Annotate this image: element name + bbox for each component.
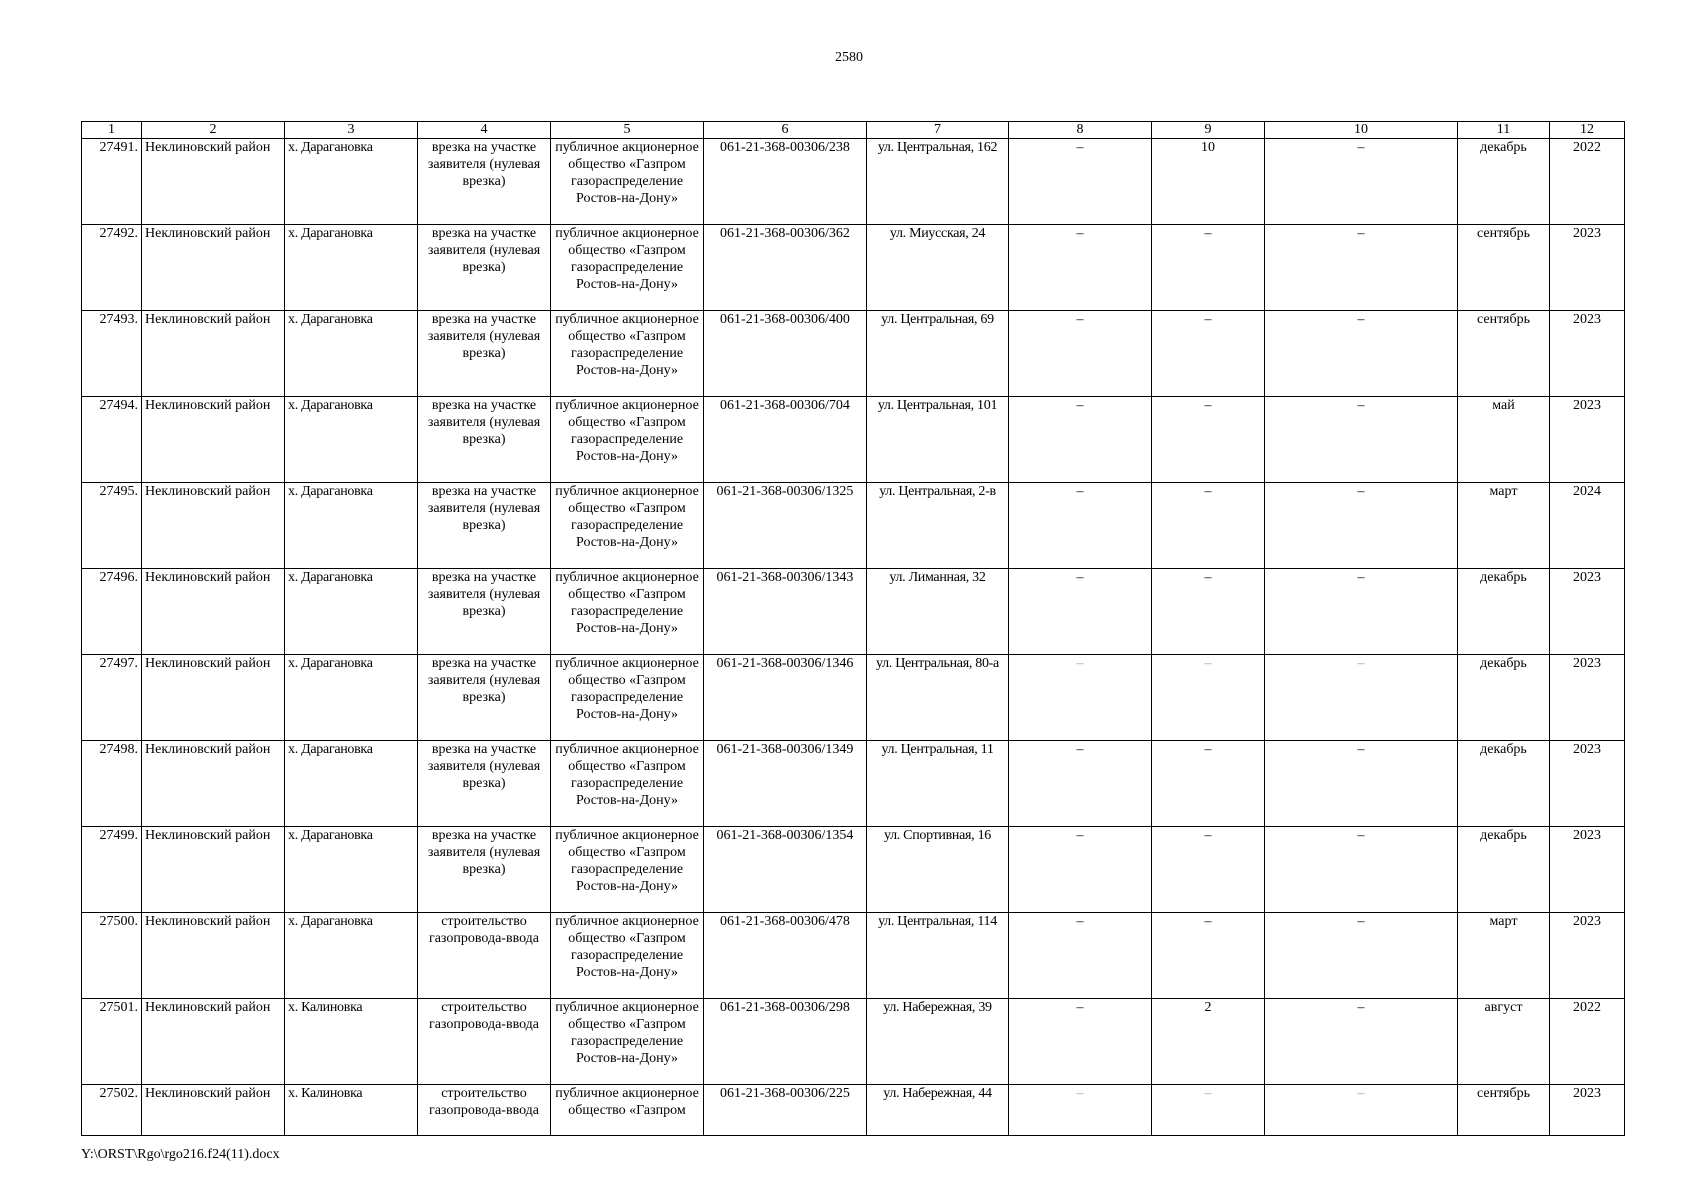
- col10-cell: –: [1265, 999, 1458, 1085]
- district-cell: Неклиновский район: [142, 913, 285, 999]
- table-row: [82, 741, 1625, 827]
- organization-cell: публичное акционерное общество «Газпром газораспределение Ростов-на-Дону»: [551, 655, 704, 741]
- row-number: 27491.: [82, 139, 142, 225]
- work-type-cell: строительство газопровода-ввода: [418, 999, 551, 1085]
- column-number-9: 9: [1152, 122, 1265, 139]
- work-type-cell: строительство газопровода-ввода: [418, 1085, 551, 1136]
- address-cell: ул. Центральная, 80-а: [867, 655, 1009, 741]
- table-row: [82, 311, 1625, 397]
- work-type-cell: строительство газопровода-ввода: [418, 913, 551, 999]
- contract-number-cell: 061-21-368-00306/298: [704, 999, 867, 1085]
- table-row: [82, 139, 1625, 225]
- contract-number-cell: 061-21-368-00306/1343: [704, 569, 867, 655]
- col10-cell: –: [1265, 827, 1458, 913]
- table-body: [82, 139, 1625, 1136]
- contract-number-cell: 061-21-368-00306/478: [704, 913, 867, 999]
- col8-cell: –: [1009, 311, 1152, 397]
- month-cell: сентябрь: [1458, 1085, 1550, 1136]
- col10-cell: –: [1265, 569, 1458, 655]
- col8-cell: –: [1009, 741, 1152, 827]
- col9-cell: –: [1152, 225, 1265, 311]
- col8-cell: –: [1009, 225, 1152, 311]
- address-cell: ул. Набережная, 39: [867, 999, 1009, 1085]
- year-cell: 2023: [1550, 225, 1625, 311]
- district-cell: Неклиновский район: [142, 225, 285, 311]
- col9-cell: 2: [1152, 999, 1265, 1085]
- month-cell: сентябрь: [1458, 311, 1550, 397]
- month-cell: декабрь: [1458, 655, 1550, 741]
- settlement-cell: х. Дарагановка: [285, 139, 418, 225]
- month-cell: май: [1458, 397, 1550, 483]
- row-number: 27499.: [82, 827, 142, 913]
- month-cell: декабрь: [1458, 827, 1550, 913]
- contract-number-cell: 061-21-368-00306/362: [704, 225, 867, 311]
- settlement-cell: х. Дарагановка: [285, 569, 418, 655]
- col8-cell: –: [1009, 999, 1152, 1085]
- col8-cell: –: [1009, 913, 1152, 999]
- column-number-2: 2: [142, 122, 285, 139]
- work-type-cell: врезка на участке заявителя (нулевая врезка): [418, 827, 551, 913]
- column-number-4: 4: [418, 122, 551, 139]
- row-number: 27495.: [82, 483, 142, 569]
- month-cell: март: [1458, 913, 1550, 999]
- settlement-cell: х. Дарагановка: [285, 483, 418, 569]
- month-cell: август: [1458, 999, 1550, 1085]
- col10-cell: –: [1265, 311, 1458, 397]
- month-cell: декабрь: [1458, 139, 1550, 225]
- contract-number-cell: 061-21-368-00306/400: [704, 311, 867, 397]
- address-cell: ул. Центральная, 114: [867, 913, 1009, 999]
- column-number-3: 3: [285, 122, 418, 139]
- col10-cell: –: [1265, 913, 1458, 999]
- col8-cell: –: [1009, 139, 1152, 225]
- month-cell: март: [1458, 483, 1550, 569]
- district-cell: Неклиновский район: [142, 311, 285, 397]
- address-cell: ул. Центральная, 69: [867, 311, 1009, 397]
- table-row: [82, 827, 1625, 913]
- col8-cell: –: [1009, 569, 1152, 655]
- col10-cell: –: [1265, 483, 1458, 569]
- settlement-cell: х. Калиновка: [285, 999, 418, 1085]
- year-cell: 2024: [1550, 483, 1625, 569]
- district-cell: Неклиновский район: [142, 655, 285, 741]
- organization-cell: публичное акционерное общество «Газпром газораспределение Ростов-на-Дону»: [551, 913, 704, 999]
- row-number: 27500.: [82, 913, 142, 999]
- col10-cell: –: [1265, 741, 1458, 827]
- row-number: 27498.: [82, 741, 142, 827]
- address-cell: ул. Центральная, 11: [867, 741, 1009, 827]
- row-number: 27496.: [82, 569, 142, 655]
- year-cell: 2023: [1550, 397, 1625, 483]
- footer-file-path: Y:\ORST\Rgo\rgo216.f24(11).docx: [81, 1147, 280, 1162]
- col8-cell: –: [1009, 397, 1152, 483]
- table-row: [82, 225, 1625, 311]
- year-cell: 2022: [1550, 999, 1625, 1085]
- col9-cell: –: [1152, 569, 1265, 655]
- month-cell: декабрь: [1458, 569, 1550, 655]
- col8-cell: –: [1009, 483, 1152, 569]
- organization-cell: публичное акционерное общество «Газпром: [551, 1085, 704, 1136]
- settlement-cell: х. Дарагановка: [285, 397, 418, 483]
- district-cell: Неклиновский район: [142, 569, 285, 655]
- year-cell: 2023: [1550, 741, 1625, 827]
- work-type-cell: врезка на участке заявителя (нулевая врезка): [418, 397, 551, 483]
- settlement-cell: х. Дарагановка: [285, 311, 418, 397]
- settlement-cell: х. Дарагановка: [285, 225, 418, 311]
- work-type-cell: врезка на участке заявителя (нулевая врезка): [418, 569, 551, 655]
- contract-number-cell: 061-21-368-00306/225: [704, 1085, 867, 1136]
- column-number-5: 5: [551, 122, 704, 139]
- col9-cell: –: [1152, 655, 1265, 741]
- address-cell: ул. Лиманная, 32: [867, 569, 1009, 655]
- settlement-cell: х. Дарагановка: [285, 827, 418, 913]
- table-row: [82, 483, 1625, 569]
- table-row: [82, 913, 1625, 999]
- column-number-12: 12: [1550, 122, 1625, 139]
- year-cell: 2022: [1550, 139, 1625, 225]
- col9-cell: –: [1152, 913, 1265, 999]
- row-number: 27497.: [82, 655, 142, 741]
- page-number: 2580: [835, 50, 863, 65]
- row-number: 27502.: [82, 1085, 142, 1136]
- work-type-cell: врезка на участке заявителя (нулевая врезка): [418, 311, 551, 397]
- district-cell: Неклиновский район: [142, 999, 285, 1085]
- col8-cell: –: [1009, 655, 1152, 741]
- year-cell: 2023: [1550, 827, 1625, 913]
- col9-cell: –: [1152, 827, 1265, 913]
- organization-cell: публичное акционерное общество «Газпром газораспределение Ростов-на-Дону»: [551, 225, 704, 311]
- contract-number-cell: 061-21-368-00306/1349: [704, 741, 867, 827]
- col9-cell: –: [1152, 1085, 1265, 1136]
- settlement-cell: х. Дарагановка: [285, 655, 418, 741]
- address-cell: ул. Спортивная, 16: [867, 827, 1009, 913]
- col9-cell: –: [1152, 311, 1265, 397]
- year-cell: 2023: [1550, 1085, 1625, 1136]
- address-cell: ул. Центральная, 101: [867, 397, 1009, 483]
- address-cell: ул. Центральная, 162: [867, 139, 1009, 225]
- organization-cell: публичное акционерное общество «Газпром газораспределение Ростов-на-Дону»: [551, 569, 704, 655]
- table-row: [82, 397, 1625, 483]
- column-number-row: [82, 122, 1625, 139]
- table-row: [82, 999, 1625, 1085]
- table-row: [82, 1085, 1625, 1136]
- district-cell: Неклиновский район: [142, 139, 285, 225]
- month-cell: декабрь: [1458, 741, 1550, 827]
- settlement-cell: х. Калиновка: [285, 1085, 418, 1136]
- col9-cell: 10: [1152, 139, 1265, 225]
- work-type-cell: врезка на участке заявителя (нулевая врезка): [418, 139, 551, 225]
- organization-cell: публичное акционерное общество «Газпром газораспределение Ростов-на-Дону»: [551, 827, 704, 913]
- row-number: 27494.: [82, 397, 142, 483]
- table-row: [82, 569, 1625, 655]
- organization-cell: публичное акционерное общество «Газпром газораспределение Ростов-на-Дону»: [551, 999, 704, 1085]
- district-cell: Неклиновский район: [142, 741, 285, 827]
- column-number-10: 10: [1265, 122, 1458, 139]
- work-type-cell: врезка на участке заявителя (нулевая врезка): [418, 483, 551, 569]
- district-cell: Неклиновский район: [142, 397, 285, 483]
- column-number-7: 7: [867, 122, 1009, 139]
- year-cell: 2023: [1550, 311, 1625, 397]
- column-number-11: 11: [1458, 122, 1550, 139]
- year-cell: 2023: [1550, 569, 1625, 655]
- col10-cell: –: [1265, 139, 1458, 225]
- settlement-cell: х. Дарагановка: [285, 741, 418, 827]
- year-cell: 2023: [1550, 655, 1625, 741]
- contract-number-cell: 061-21-368-00306/1346: [704, 655, 867, 741]
- organization-cell: публичное акционерное общество «Газпром газораспределение Ростов-на-Дону»: [551, 139, 704, 225]
- work-type-cell: врезка на участке заявителя (нулевая врезка): [418, 225, 551, 311]
- organization-cell: публичное акционерное общество «Газпром газораспределение Ростов-на-Дону»: [551, 741, 704, 827]
- organization-cell: публичное акционерное общество «Газпром газораспределение Ростов-на-Дону»: [551, 397, 704, 483]
- col9-cell: –: [1152, 397, 1265, 483]
- year-cell: 2023: [1550, 913, 1625, 999]
- contract-number-cell: 061-21-368-00306/1354: [704, 827, 867, 913]
- month-cell: сентябрь: [1458, 225, 1550, 311]
- district-cell: Неклиновский район: [142, 1085, 285, 1136]
- col8-cell: –: [1009, 827, 1152, 913]
- row-number: 27501.: [82, 999, 142, 1085]
- column-number-8: 8: [1009, 122, 1152, 139]
- col10-cell: –: [1265, 655, 1458, 741]
- organization-cell: публичное акционерное общество «Газпром газораспределение Ростов-на-Дону»: [551, 311, 704, 397]
- contract-number-cell: 061-21-368-00306/704: [704, 397, 867, 483]
- col10-cell: –: [1265, 225, 1458, 311]
- district-cell: Неклиновский район: [142, 483, 285, 569]
- col10-cell: –: [1265, 1085, 1458, 1136]
- row-number: 27492.: [82, 225, 142, 311]
- contract-number-cell: 061-21-368-00306/238: [704, 139, 867, 225]
- work-type-cell: врезка на участке заявителя (нулевая врезка): [418, 655, 551, 741]
- address-cell: ул. Набережная, 44: [867, 1085, 1009, 1136]
- work-type-cell: врезка на участке заявителя (нулевая врезка): [418, 741, 551, 827]
- column-number-1: 1: [82, 122, 142, 139]
- column-number-6: 6: [704, 122, 867, 139]
- district-cell: Неклиновский район: [142, 827, 285, 913]
- settlement-cell: х. Дарагановка: [285, 913, 418, 999]
- row-number: 27493.: [82, 311, 142, 397]
- col8-cell: –: [1009, 1085, 1152, 1136]
- organization-cell: публичное акционерное общество «Газпром газораспределение Ростов-на-Дону»: [551, 483, 704, 569]
- register-table: [81, 121, 1625, 1136]
- col9-cell: –: [1152, 741, 1265, 827]
- address-cell: ул. Центральная, 2-в: [867, 483, 1009, 569]
- col10-cell: –: [1265, 397, 1458, 483]
- col9-cell: –: [1152, 483, 1265, 569]
- table-row: [82, 655, 1625, 741]
- contract-number-cell: 061-21-368-00306/1325: [704, 483, 867, 569]
- address-cell: ул. Миусская, 24: [867, 225, 1009, 311]
